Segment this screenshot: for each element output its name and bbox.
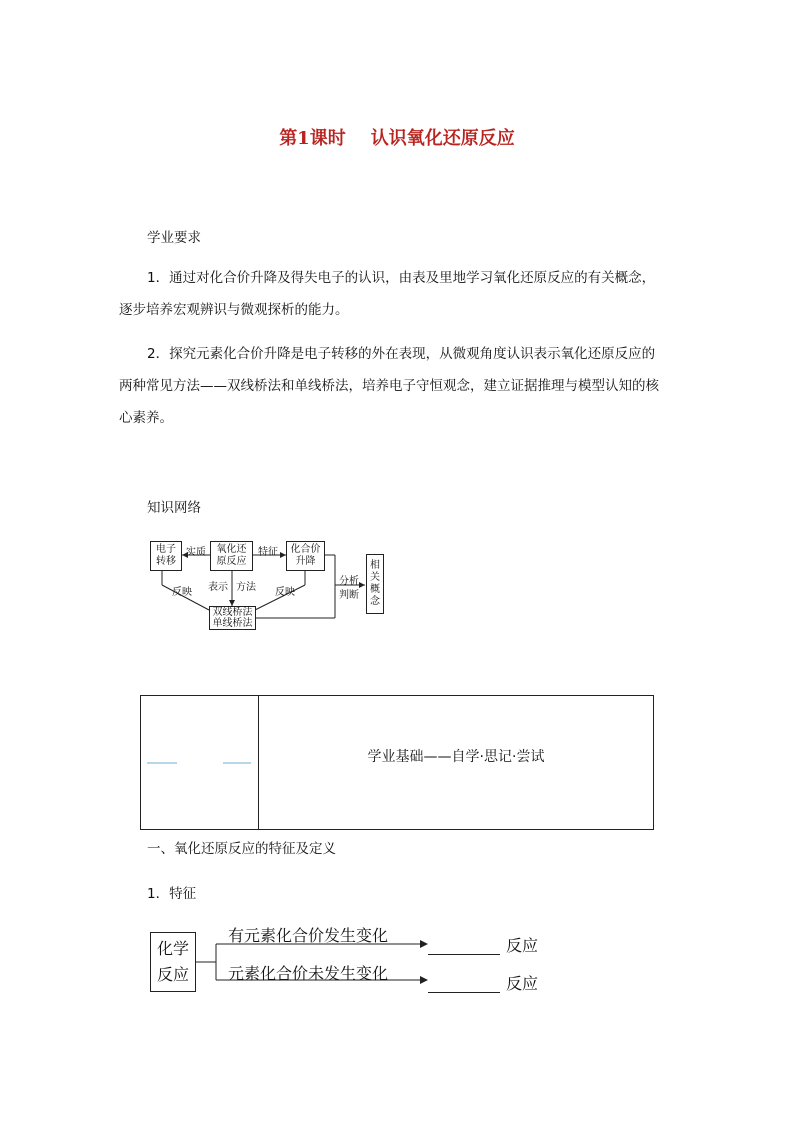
section-banner xyxy=(140,695,654,830)
requirements-item-2 xyxy=(119,338,699,434)
requirements-item-1-line-1: 1．通过对化合价升降及得失电子的认识，由表及里地学习氧化还原反应的有关概念， xyxy=(147,270,656,286)
answer-blank-bottom[interactable] xyxy=(428,992,500,993)
section-1-subheading: 1．特征 xyxy=(147,886,197,902)
banner-decoration-left xyxy=(147,762,177,764)
feature-diagram xyxy=(150,920,550,1000)
feature-result-bottom: 反应 xyxy=(506,974,539,993)
node-bridge-methods-line-1: 双线桥法 xyxy=(212,607,253,618)
feature-source-line-1: 化学 xyxy=(156,939,189,958)
node-redox-reaction-line-1: 氧化还 xyxy=(216,544,247,555)
edge-label-essence: 实质 xyxy=(186,547,206,558)
edge-label-reflect-left: 反映 xyxy=(172,587,192,598)
node-related-concepts-char-4: 念 xyxy=(370,596,380,607)
section-1-heading: 一、氧化还原反应的特征及定义 xyxy=(147,841,336,857)
node-electron-transfer-line-1: 电子 xyxy=(156,544,176,555)
feature-branch-bottom: 元素化合价未发生变化 xyxy=(228,964,389,983)
requirements-item-2-line-3: 心素养。 xyxy=(119,410,173,426)
node-valence-change-line-2: 升降 xyxy=(295,556,316,567)
lesson-topic: 认识氧化还原反应 xyxy=(370,128,515,149)
page-title xyxy=(0,124,794,150)
requirements-heading: 学业要求 xyxy=(147,230,201,246)
node-valence-change-line-1: 化合价 xyxy=(290,544,321,555)
banner-title: 学业基础——自学·思记·尝试 xyxy=(367,749,545,765)
answer-blank-top[interactable] xyxy=(428,954,500,955)
feature-source-line-2: 反应 xyxy=(156,965,189,984)
lesson-number: 第1课时 xyxy=(279,128,346,149)
node-electron-transfer xyxy=(150,541,182,571)
feature-result-top: 反应 xyxy=(506,936,539,955)
edge-label-method: 方法 xyxy=(236,582,256,593)
node-bridge-methods xyxy=(209,606,256,630)
knowledge-network-diagram xyxy=(140,530,400,638)
requirements-item-1-line-2: 逐步培养宏观辨识与微观探析的能力。 xyxy=(119,302,349,318)
node-related-concepts-char-2: 关 xyxy=(370,572,380,583)
node-redox-reaction-line-2: 原反应 xyxy=(216,556,247,567)
edge-label-feature: 特征 xyxy=(258,547,278,558)
node-electron-transfer-line-2: 转移 xyxy=(156,556,176,567)
edge-label-reflect-right: 反映 xyxy=(275,587,295,598)
node-redox-reaction xyxy=(210,541,253,571)
node-related-concepts-char-3: 概 xyxy=(370,584,380,595)
requirements-item-2-line-2: 两种常见方法——双线桥法和单线桥法，培养电子守恒观念，建立证据推理与模型认知的核 xyxy=(119,378,659,394)
feature-branch-top: 有元素化合价发生变化 xyxy=(228,926,389,945)
node-valence-change xyxy=(286,541,325,571)
node-related-concepts-char-1: 相 xyxy=(370,560,380,571)
banner-decoration-right xyxy=(223,762,251,764)
knowledge-network-heading: 知识网络 xyxy=(147,500,201,516)
node-bridge-methods-line-2: 单线桥法 xyxy=(212,618,253,629)
requirements-item-1 xyxy=(119,262,699,326)
edge-label-represent: 表示 xyxy=(208,582,228,593)
edge-label-analyze: 分析 xyxy=(339,576,359,587)
node-related-concepts xyxy=(366,554,384,614)
edge-label-judge: 判断 xyxy=(339,590,359,601)
requirements-item-2-line-1: 2．探究元素化合价升降是电子转移的外在表现，从微观角度认识表示氧化还原反应的 xyxy=(147,346,656,362)
